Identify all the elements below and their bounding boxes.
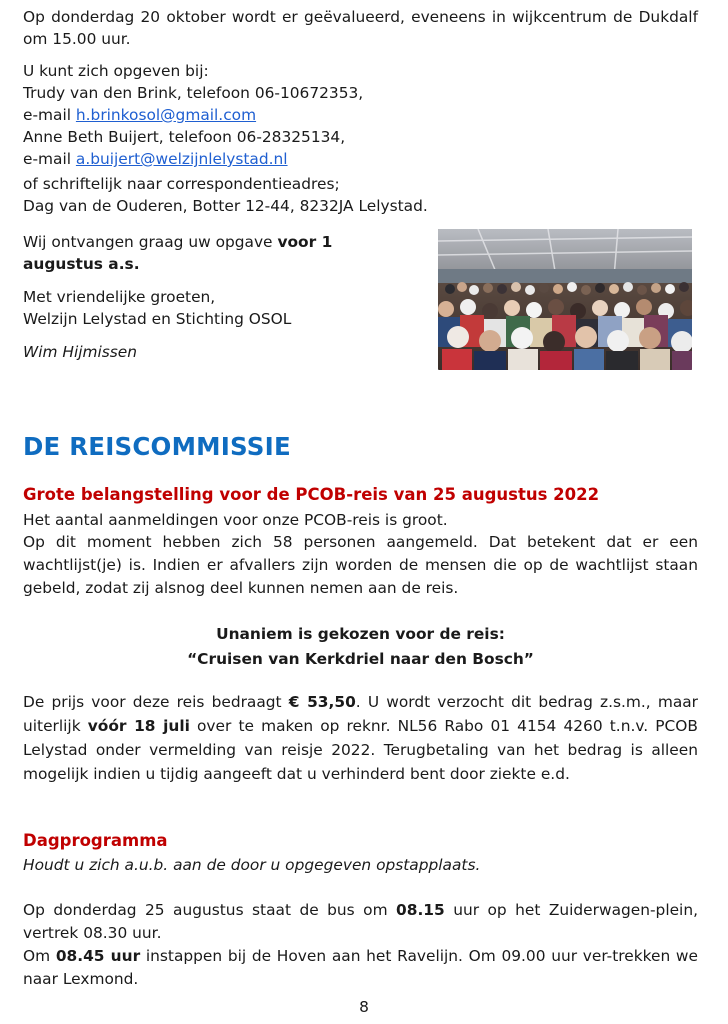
closing-block: [23, 286, 423, 363]
price-text-3: over te maken op reknr. NL56 Rabo 01 4154 4260 t.n.v. PCOB Lelystad onder vermelding van reisje 2022. Terugbetaling van het bedrag is alleen mogelijk indien u tijdig aangeeft dat u verhinderd bent door ziekte e.d.: [23, 717, 698, 783]
deadline-line: [23, 231, 423, 253]
written-intro: of schriftelijk naar correspondentieadres;: [23, 175, 340, 193]
interest-block: [23, 509, 698, 600]
deadline-date-part1: voor 1: [277, 233, 333, 251]
email-link-buijert[interactable]: a.buijert@welzijnlelystad.nl: [75, 150, 288, 168]
audience-photo: [438, 229, 692, 370]
contact-email-line-1: [23, 104, 698, 126]
written-address: Dag van de Ouderen, Botter 12-44, 8232JA Lelystad.: [23, 197, 428, 215]
contact-intro: U kunt zich opgeven bij:: [23, 62, 209, 80]
email-prefix: e-mail: [23, 106, 71, 124]
contact-person-1: Trudy van den Brink, telefoon 06-10672353,: [23, 84, 364, 102]
page-number: 8: [359, 998, 369, 1016]
day-program-heading: Dagprogramma: [23, 831, 168, 850]
price-text-2: . U wordt verzocht dit bedrag z.s.m., maar uiterlijk: [23, 693, 699, 735]
signature: Wim Hijmissen: [23, 343, 138, 361]
email-link-brink[interactable]: h.brinkosol@gmail.com: [75, 106, 257, 124]
price-text-1: De prijs voor deze reis bedraagt: [23, 693, 282, 711]
trip-choice-intro: Unaniem is gekozen voor de reis:: [216, 625, 505, 643]
program-note: Houdt u zich a.u.b. aan de door u opgegeven opstapplaats.: [23, 856, 481, 874]
email-prefix: e-mail: [23, 150, 71, 168]
interest-paragraph: Op dit moment hebben zich 58 personen aangemeld. Dat betekent dat er een wachtlijst(je) is. Indien er afvallers zijn worden de mensen die op de wachtlijst staan gebeld, zodat zij alsnog deel kunnen nemen aan de reis.: [23, 533, 698, 597]
contact-email-line-2: [23, 148, 698, 170]
program-text-b2: instappen bij de Hoven aan het Ravelijn. Om 09.00 uur ver-trekken we naar Lexmond.: [23, 947, 698, 988]
program-text-b1: Om: [23, 947, 51, 965]
closing-org: Welzijn Lelystad en Stichting OSOL: [23, 310, 292, 328]
deadline-block: [23, 231, 423, 275]
deadline-line-2: [23, 253, 423, 275]
deadline-text: Wij ontvangen graag uw opgave: [23, 233, 273, 251]
evaluation-paragraph: Op donderdag 20 oktober wordt er geëvalueerd, eveneens in wijkcentrum de Dukdalf om 15.00 uur.: [23, 8, 698, 48]
trip-title: “Cruisen van Kerkdriel naar den Bosch”: [187, 650, 534, 668]
payment-deadline: vóór 18 juli: [87, 717, 190, 735]
program-text-a2: uur op het Zuiderwagen-plein, vertrek 08.30 uur.: [23, 901, 698, 942]
contact-block: [23, 60, 698, 170]
program-paragraph-1: [23, 899, 698, 945]
price-paragraph: [23, 690, 698, 786]
written-address-block: [23, 173, 698, 217]
section-title: DE REISCOMMISSIE: [23, 432, 291, 461]
bus-arrival-time: 08.15: [396, 901, 445, 919]
program-paragraph-2: [23, 945, 698, 991]
trip-choice-block: [23, 623, 698, 670]
contact-person-2: Anne Beth Buijert, telefoon 06-28325134,: [23, 128, 346, 146]
deadline-date-part2: augustus a.s.: [23, 255, 140, 273]
boarding-time: 08.45 uur: [55, 947, 141, 965]
closing-greeting: Met vriendelijke groeten,: [23, 288, 216, 306]
interest-line-1: Het aantal aanmeldingen voor onze PCOB-reis is groot.: [23, 511, 448, 529]
price-amount: € 53,50: [288, 693, 356, 711]
trip-interest-heading: Grote belangstelling voor de PCOB-reis van 25 augustus 2022: [23, 485, 600, 504]
program-text-a1: Op donderdag 25 augustus staat de bus om: [23, 901, 388, 919]
